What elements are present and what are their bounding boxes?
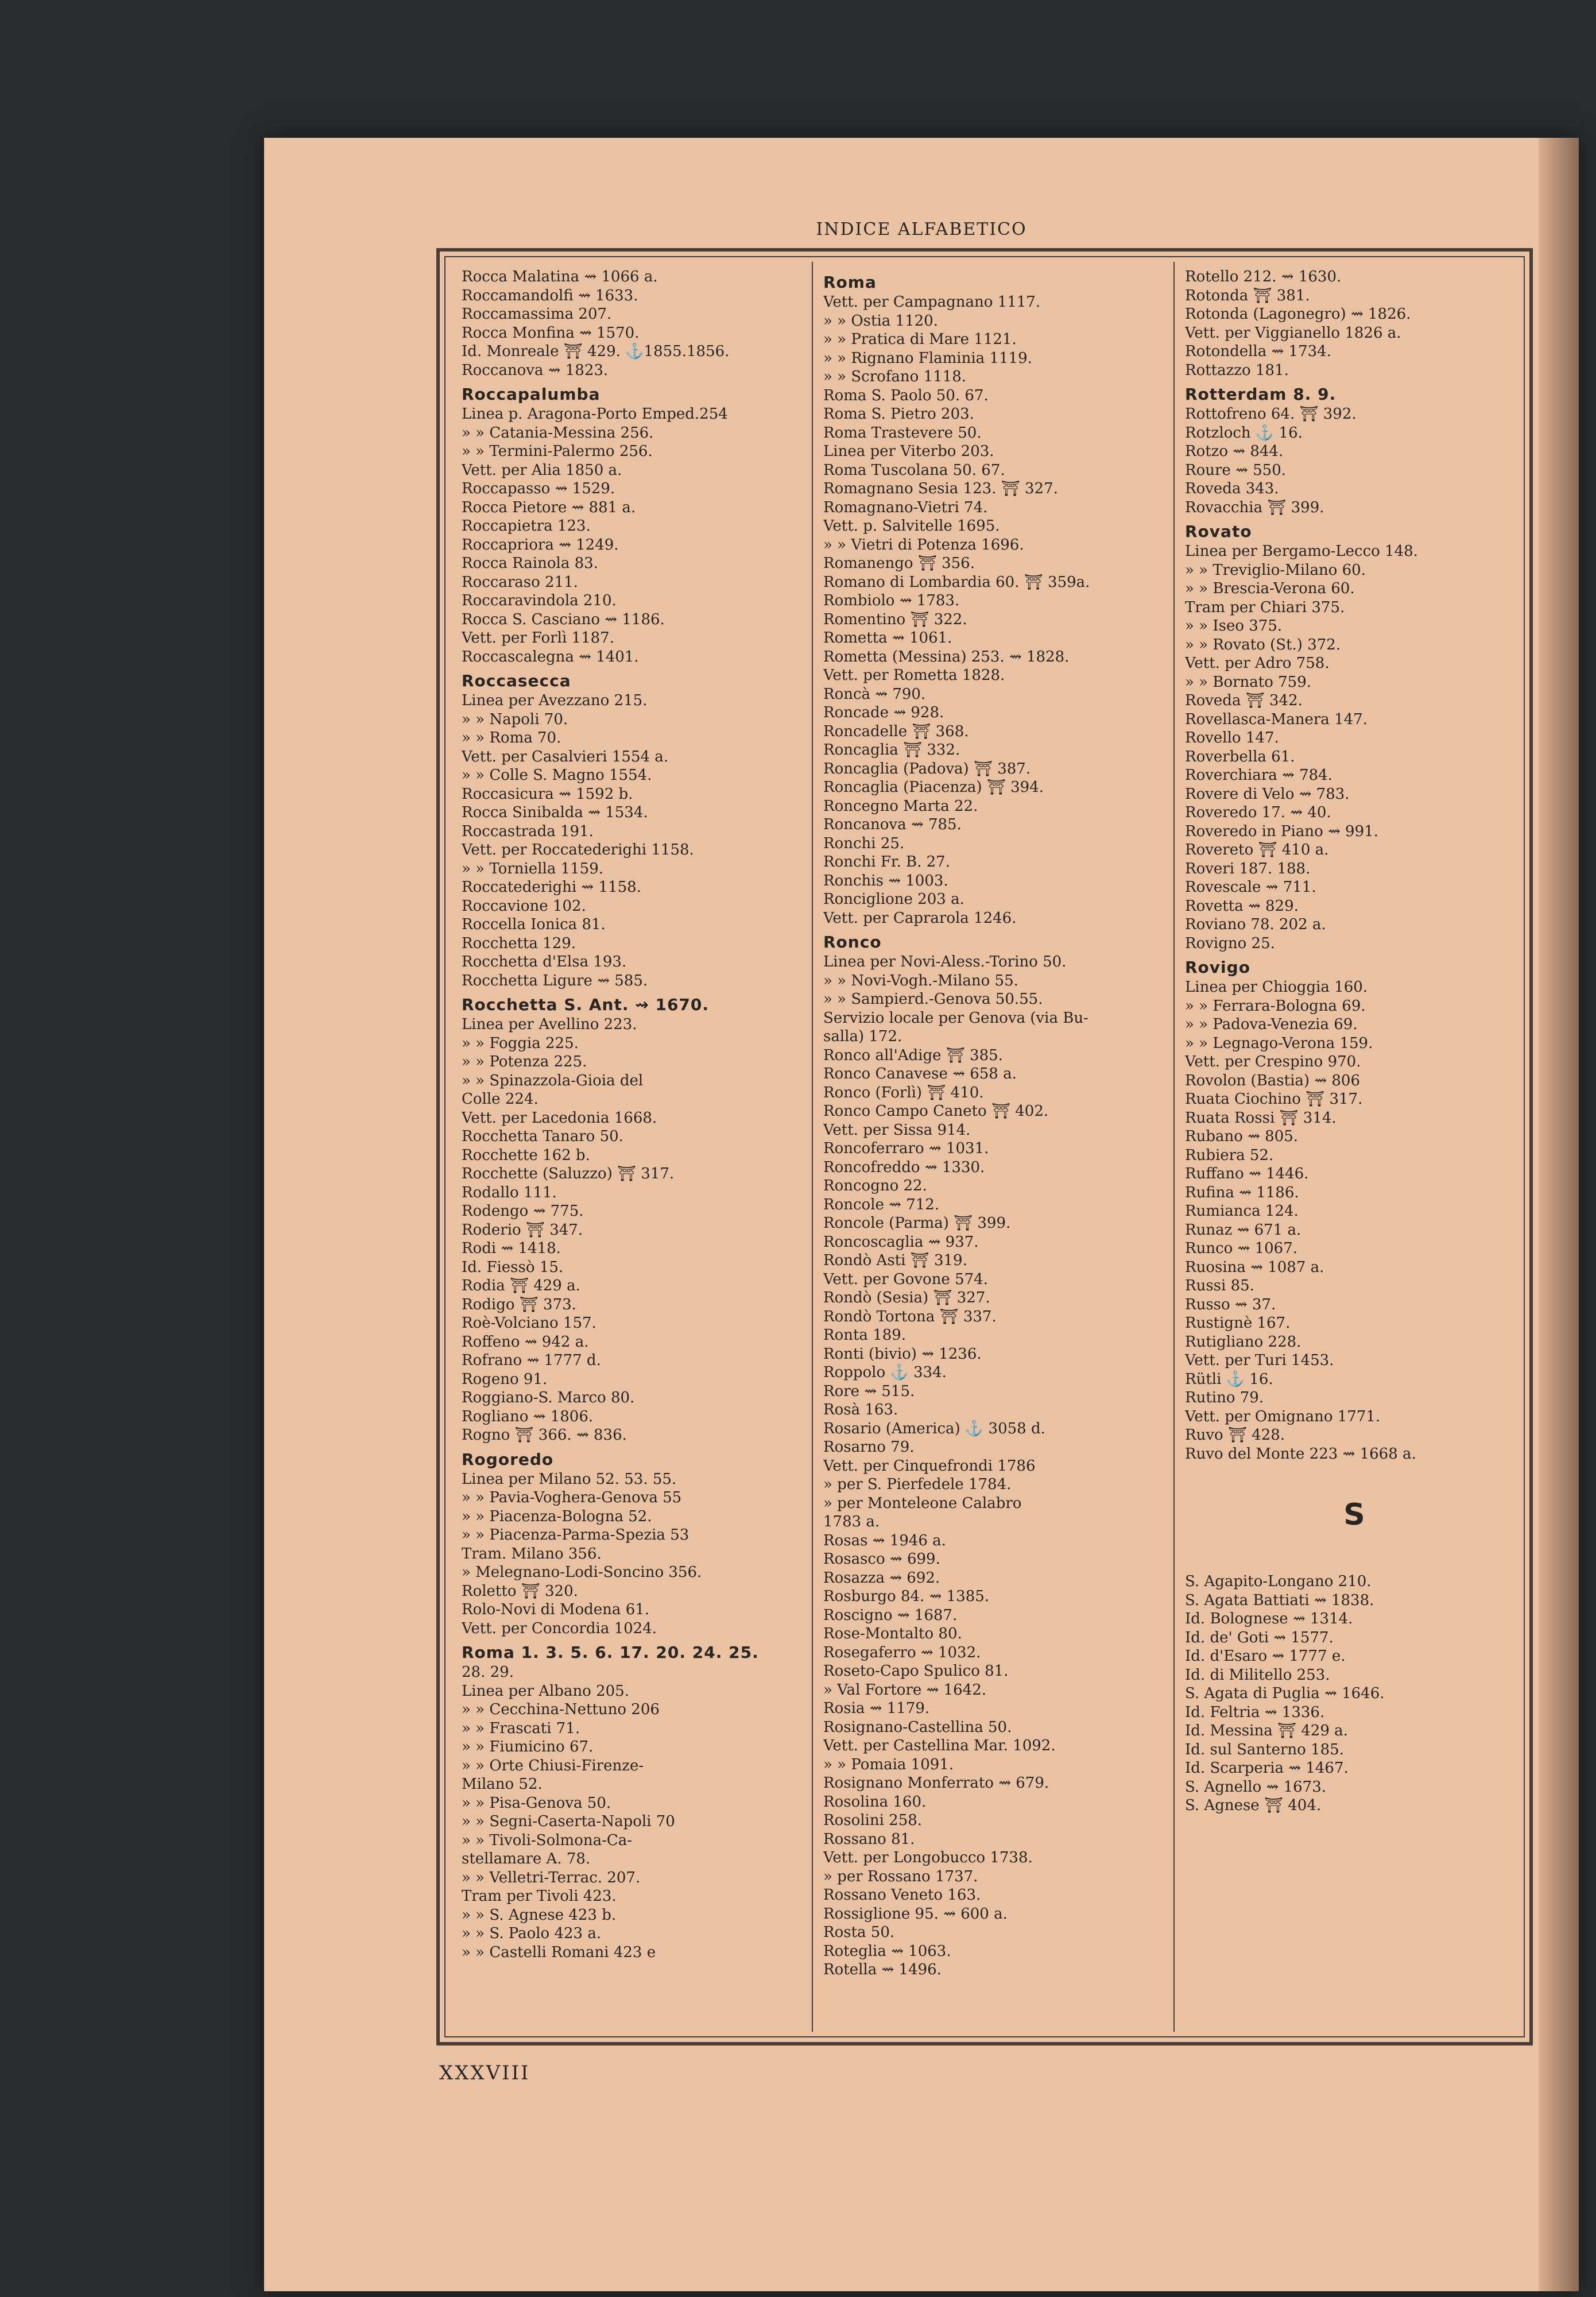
index-entry: Milano 52. xyxy=(462,1776,543,1793)
index-entry: Vett. per Roccatederighi 1158. xyxy=(462,841,694,859)
index-entry: Roncaglia (Piacenza) ⛩ 394. xyxy=(823,779,1044,796)
index-entry: Vett. per Omignano 1771. xyxy=(1185,1407,1381,1425)
index-entry: Id. Feltria ⇝ 1336. xyxy=(1185,1703,1325,1721)
index-entry: Id. Messina ⛩ 429 a. xyxy=(1185,1722,1348,1739)
index-entry: Tram. Milano 356. xyxy=(462,1545,602,1563)
index-entry: Roveda ⛩ 342. xyxy=(1185,692,1303,709)
index-entry: Rolo-Novi di Modena 61. xyxy=(462,1601,650,1618)
index-entry: Ronchi Fr. B. 27. xyxy=(823,853,950,871)
index-entry: Rosolina 160. xyxy=(823,1793,927,1811)
index-entry: Linea per Chioggia 160. xyxy=(1185,979,1368,996)
index-entry: Vett. per Govone 574. xyxy=(823,1270,988,1288)
index-entry: Servizio locale per Genova (via Bu- xyxy=(823,1009,1088,1027)
index-entry: Roseto-Capo Spulico 81. xyxy=(823,1662,1009,1680)
index-entry: Ruvo ⛩ 428. xyxy=(1185,1426,1285,1444)
index-entry: Rosazza ⇝ 692. xyxy=(823,1569,940,1587)
index-entry: Rosta 50. xyxy=(823,1924,895,1941)
index-entry: » » Padova-Venezia 69. xyxy=(1185,1016,1358,1033)
index-entry: Rotzo ⇝ 844. xyxy=(1185,443,1284,460)
index-entry: Rodigo ⛩ 373. xyxy=(462,1296,576,1313)
index-entry: Rodia ⛩ 429 a. xyxy=(462,1277,580,1294)
index-entry: S. Agnello ⇝ 1673. xyxy=(1185,1778,1326,1796)
index-entry: Linea p. Aragona-Porto Emped.254 xyxy=(462,405,728,423)
index-entry: » » Novi-Vogh.-Milano 55. xyxy=(823,972,1018,989)
index-entry: Roletto ⛩ 320. xyxy=(462,1582,578,1600)
index-entry: Vett. per Longobucco 1738. xyxy=(823,1849,1033,1866)
index-entry: Ronco all'Adige ⛩ 385. xyxy=(823,1046,1003,1064)
index-entry: Roccapriora ⇝ 1249. xyxy=(462,536,619,554)
index-entry: Russo ⇝ 37. xyxy=(1185,1296,1276,1313)
index-entry: Rocca Pietore ⇝ 881 a. xyxy=(462,498,636,516)
index-entry: » » S. Agnese 423 b. xyxy=(462,1906,617,1924)
index-entry: Rose-Montalto 80. xyxy=(823,1625,962,1642)
index-entry: Roncoferraro ⇝ 1031. xyxy=(823,1140,989,1157)
index-entry: Rubano ⇝ 805. xyxy=(1185,1128,1299,1145)
index-entry: Romanengo ⛩ 356. xyxy=(823,555,975,572)
index-heading: Roma 1. 3. 5. 6. 17. 20. 24. 25. xyxy=(462,1643,759,1662)
index-entry: Tram per Tivoli 423. xyxy=(462,1888,617,1905)
index-entry: Rogliano ⇝ 1806. xyxy=(462,1407,594,1425)
index-entry: stellamare A. 78. xyxy=(462,1850,591,1867)
index-entry: Rovellasca-Manera 147. xyxy=(1185,710,1368,728)
index-heading: Roccasecca xyxy=(462,671,571,690)
index-entry: Rottofreno 64. ⛩ 392. xyxy=(1185,405,1357,423)
index-entry: Ronchi 25. xyxy=(823,834,905,852)
index-entry: Rosia ⇝ 1179. xyxy=(823,1700,930,1717)
index-entry: Roteglia ⇝ 1063. xyxy=(823,1942,951,1960)
index-entry: Roscigno ⇝ 1687. xyxy=(823,1606,958,1624)
index-entry: Vett. per Lacedonia 1668. xyxy=(462,1109,657,1127)
index-entry: Rocchetta 129. xyxy=(462,934,576,952)
index-frame-inner xyxy=(444,256,1525,2037)
index-entry: Vett. per Cinquefrondi 1786 xyxy=(823,1457,1036,1475)
page-header: INDICE ALFABETICO xyxy=(816,219,1027,239)
index-entry: Linea per Milano 52. 53. 55. xyxy=(462,1470,677,1488)
index-entry: Ronti (bivio) ⇝ 1236. xyxy=(823,1345,982,1363)
index-entry: Roncegno Marta 22. xyxy=(823,797,978,815)
index-entry: Roveda 343. xyxy=(1185,480,1279,497)
index-entry: S. Agapito-Longano 210. xyxy=(1185,1573,1372,1590)
index-entry: Rosignano Monferrato ⇝ 679. xyxy=(823,1774,1049,1792)
index-entry: Roccamassima 207. xyxy=(462,306,612,323)
index-entry: Rocchette 162 b. xyxy=(462,1146,590,1164)
index-entry: Runaz ⇝ 671 a. xyxy=(1185,1221,1301,1239)
index-entry: Rubiera 52. xyxy=(1185,1146,1274,1164)
index-entry: » » Pratica di Mare 1121. xyxy=(823,331,1017,348)
index-entry: Id. d'Esaro ⇝ 1777 e. xyxy=(1185,1648,1346,1665)
index-entry: Rossano 81. xyxy=(823,1830,915,1848)
index-entry: Ronco (Forlì) ⛩ 410. xyxy=(823,1084,984,1101)
index-entry: Vett. p. Salvitelle 1695. xyxy=(823,517,1000,535)
index-entry: Roma S. Paolo 50. 67. xyxy=(823,386,989,404)
index-entry: » » Brescia-Verona 60. xyxy=(1185,580,1355,597)
index-entry: Rovereto ⛩ 410 a. xyxy=(1185,841,1329,859)
index-entry: Vett. per Concordia 1024. xyxy=(462,1619,657,1637)
index-entry: Rocchette (Saluzzo) ⛩ 317. xyxy=(462,1165,675,1182)
index-entry: Ronchis ⇝ 1003. xyxy=(823,872,948,890)
index-entry: Ruosina ⇝ 1087 a. xyxy=(1185,1258,1324,1276)
index-entry: » » Pomaia 1091. xyxy=(823,1755,954,1773)
index-entry: » Val Fortore ⇝ 1642. xyxy=(823,1681,987,1699)
index-entry: Roccaraso 211. xyxy=(462,573,578,591)
index-entry: Linea per Avellino 223. xyxy=(462,1016,637,1033)
index-entry: Rossano Veneto 163. xyxy=(823,1886,981,1904)
column-divider xyxy=(1173,262,1175,2032)
index-column-3 xyxy=(1185,268,1524,2029)
index-entry: Roncaglia (Padova) ⛩ 387. xyxy=(823,760,1031,778)
index-entry: » » Frascati 71. xyxy=(462,1719,580,1737)
index-entry: Linea per Novi-Aless.-Torino 50. xyxy=(823,953,1067,970)
index-column-2 xyxy=(823,268,1168,2029)
index-entry: » » Catania-Messina 256. xyxy=(462,424,654,442)
index-entry: Vett. per Casalvieri 1554 a. xyxy=(462,748,669,765)
index-entry: » » Castelli Romani 423 e xyxy=(462,1943,656,1961)
index-heading: Rotterdam 8. 9. xyxy=(1185,385,1337,404)
index-entry: Vett. per Alia 1850 a. xyxy=(462,461,622,479)
index-entry: Vett. per Caprarola 1246. xyxy=(823,909,1017,927)
index-entry: » » Tivoli-Solmona-Ca- xyxy=(462,1831,633,1849)
index-entry: Rumianca 124. xyxy=(1185,1202,1299,1220)
index-entry: Rore ⇝ 515. xyxy=(823,1382,915,1400)
index-entry: Vett. per Rometta 1828. xyxy=(823,667,1005,684)
index-entry: Vett. per Campagnano 1117. xyxy=(823,293,1041,311)
index-entry: Rosario (America) ⚓ 3058 d. xyxy=(823,1420,1045,1437)
index-entry: » » Segni-Caserta-Napoli 70 xyxy=(462,1813,675,1830)
index-entry: Id. sul Santerno 185. xyxy=(1185,1741,1344,1758)
index-entry: 28. 29. xyxy=(462,1664,514,1681)
index-entry: Rovere di Velo ⇝ 783. xyxy=(1185,785,1350,803)
index-entry: Rombiolo ⇝ 1783. xyxy=(823,592,960,609)
index-entry: Romagnano Sesia 123. ⛩ 327. xyxy=(823,480,1058,497)
index-entry: Roncanova ⇝ 785. xyxy=(823,816,962,833)
index-entry: Rocca Sinibalda ⇝ 1534. xyxy=(462,804,648,821)
index-entry: S. Agata Battiati ⇝ 1838. xyxy=(1185,1591,1374,1609)
index-entry: Rotonda (Lagonegro) ⇝ 1826. xyxy=(1185,306,1411,323)
index-entry: Rossiglione 95. ⇝ 600 a. xyxy=(823,1905,1008,1923)
index-entry: » per Rossano 1737. xyxy=(823,1867,978,1885)
index-entry: Rutino 79. xyxy=(1185,1389,1264,1406)
index-entry: Rocchetta d'Elsa 193. xyxy=(462,953,627,970)
page-number: XXXVIII xyxy=(439,2062,530,2085)
index-entry: Roccaravindola 210. xyxy=(462,592,617,609)
index-entry: Rocchetta Ligure ⇝ 585. xyxy=(462,972,648,989)
index-entry: Rosà 163. xyxy=(823,1401,898,1418)
index-entry: Romentino ⛩ 322. xyxy=(823,610,967,628)
index-entry: » » Rignano Flaminia 1119. xyxy=(823,349,1032,367)
index-entry: Rotello 212. ⇝ 1630. xyxy=(1185,268,1342,285)
index-entry: Rosolini 258. xyxy=(823,1812,923,1829)
index-entry: » » Potenza 225. xyxy=(462,1053,587,1070)
index-heading: Roccapalumba xyxy=(462,385,601,404)
index-entry: » » Ferrara-Bologna 69. xyxy=(1185,997,1366,1015)
index-entry: Roncofreddo ⇝ 1330. xyxy=(823,1158,985,1176)
index-entry: » » Piacenza-Parma-Spezia 53 xyxy=(462,1526,689,1544)
index-entry: Vett. per Adro 758. xyxy=(1185,655,1330,672)
index-entry: » » Bornato 759. xyxy=(1185,673,1312,691)
index-entry: Rocca Rainola 83. xyxy=(462,555,598,572)
index-entry: Vett. per Turi 1453. xyxy=(1185,1352,1334,1369)
index-entry: S. Agnese ⛩ 404. xyxy=(1185,1797,1322,1814)
index-entry: Rovigno 25. xyxy=(1185,934,1275,952)
index-entry: Roccatederighi ⇝ 1158. xyxy=(462,879,641,896)
index-entry: Russi 85. xyxy=(1185,1277,1254,1294)
index-entry: Rottazzo 181. xyxy=(1185,361,1289,379)
index-entry: Roveredo 17. ⇝ 40. xyxy=(1185,804,1331,821)
index-entry: » » Vietri di Potenza 1696. xyxy=(823,536,1024,554)
index-entry: Roccasicura ⇝ 1592 b. xyxy=(462,785,633,803)
index-entry: Roverbella 61. xyxy=(1185,748,1295,765)
index-entry: Roverchiara ⇝ 784. xyxy=(1185,767,1332,784)
index-entry: Rocca Malatina ⇝ 1066 a. xyxy=(462,268,658,285)
index-entry: Rovello 147. xyxy=(1185,729,1279,747)
index-entry: Rometta (Messina) 253. ⇝ 1828. xyxy=(823,648,1070,666)
index-entry: Vett. per Castellina Mar. 1092. xyxy=(823,1737,1056,1754)
index-entry: Romagnano-Vietri 74. xyxy=(823,498,988,516)
index-heading: Ronco xyxy=(823,933,882,952)
index-entry: Vett. per Viggianello 1826 a. xyxy=(1185,324,1401,342)
index-entry: Rocchetta Tanaro 50. xyxy=(462,1128,623,1145)
index-entry: Roncole ⇝ 712. xyxy=(823,1196,940,1213)
index-entry: Rondò Tortona ⛩ 337. xyxy=(823,1308,997,1325)
index-entry: Rondò (Sesia) ⛩ 327. xyxy=(823,1289,990,1306)
index-entry: » » Velletri-Terrac. 207. xyxy=(462,1869,641,1886)
index-entry: Rocca Monfina ⇝ 1570. xyxy=(462,324,640,342)
index-entry: Rosburgo 84. ⇝ 1385. xyxy=(823,1588,990,1605)
index-entry: Vett. per Forlì 1187. xyxy=(462,629,614,647)
index-entry: Rodengo ⇝ 775. xyxy=(462,1202,584,1220)
index-entry: Rocca S. Casciano ⇝ 1186. xyxy=(462,610,665,628)
index-entry: Roccastrada 191. xyxy=(462,822,594,840)
index-heading: Rogoredo xyxy=(462,1449,554,1469)
index-entry: » » Roma 70. xyxy=(462,729,561,747)
index-entry: Rogno ⛩ 366. ⇝ 836. xyxy=(462,1426,627,1444)
index-entry: Ronta 189. xyxy=(823,1327,907,1344)
index-entry: Roncole (Parma) ⛩ 399. xyxy=(823,1215,1011,1232)
index-entry: Roccella Ionica 81. xyxy=(462,916,606,933)
index-entry: Roccapasso ⇝ 1529. xyxy=(462,480,615,497)
index-entry: Ronciglione 203 a. xyxy=(823,891,964,908)
index-entry: Roveri 187. 188. xyxy=(1185,860,1311,877)
index-entry: Rofrano ⇝ 1777 d. xyxy=(462,1352,601,1369)
index-heading: Rovato xyxy=(1185,522,1252,541)
index-heading: Rocchetta S. Ant. ⇝ 1670. xyxy=(462,995,710,1014)
index-entry: Runco ⇝ 1067. xyxy=(1185,1240,1298,1257)
index-entry: Roviano 78. 202 a. xyxy=(1185,916,1326,933)
index-entry: Roggiano-S. Marco 80. xyxy=(462,1389,635,1406)
index-entry: Rometta ⇝ 1061. xyxy=(823,629,952,647)
index-entry: Id. Monreale ⛩ 429. ⚓1855.1856. xyxy=(462,343,730,360)
index-entry: Roveredo in Piano ⇝ 991. xyxy=(1185,822,1378,840)
column-divider xyxy=(812,262,813,2032)
index-entry: » » Napoli 70. xyxy=(462,710,568,728)
index-entry: Rondò Asti ⛩ 319. xyxy=(823,1252,967,1269)
index-entry: Roffeno ⇝ 942 a. xyxy=(462,1333,589,1351)
index-entry: Rogeno 91. xyxy=(462,1370,548,1388)
index-entry: Roncaglia ⛩ 332. xyxy=(823,741,960,759)
index-entry: Rotonda ⛩ 381. xyxy=(1185,287,1310,304)
index-entry: salla) 172. xyxy=(823,1028,902,1045)
index-entry: Roncade ⇝ 928. xyxy=(823,704,944,721)
index-entry: » » Treviglio-Milano 60. xyxy=(1185,561,1366,579)
index-entry: Id. Scarperia ⇝ 1467. xyxy=(1185,1760,1349,1777)
index-entry: » » S. Paolo 423 a. xyxy=(462,1925,602,1942)
index-entry: Roppolo ⚓ 334. xyxy=(823,1364,947,1381)
index-heading: Rovigo xyxy=(1185,958,1250,977)
index-entry: » Melegnano-Lodi-Soncino 356. xyxy=(462,1564,702,1581)
index-entry: Rustignè 167. xyxy=(1185,1314,1291,1332)
index-entry: » » Pisa-Genova 50. xyxy=(462,1794,611,1812)
index-entry: Id. Bolognese ⇝ 1314. xyxy=(1185,1610,1353,1627)
index-entry: Roncoscaglia ⇝ 937. xyxy=(823,1233,979,1251)
index-entry: Roderio ⛩ 347. xyxy=(462,1221,583,1239)
index-entry: Roure ⇝ 550. xyxy=(1185,461,1286,479)
index-entry: » per S. Pierfedele 1784. xyxy=(823,1476,1012,1493)
index-entry: Ruvo del Monte 223 ⇝ 1668 a. xyxy=(1185,1445,1416,1463)
index-entry: Roma Trastevere 50. xyxy=(823,424,982,442)
index-frame xyxy=(436,248,1533,2045)
index-entry: Ronco Canavese ⇝ 658 a. xyxy=(823,1065,1017,1082)
index-entry: Ruata Ciochino ⛩ 317. xyxy=(1185,1091,1363,1108)
index-entry: » » Pavia-Voghera-Genova 55 xyxy=(462,1489,682,1506)
index-entry: Rotzloch ⚓ 16. xyxy=(1185,424,1303,442)
index-entry: Rosas ⇝ 1946 a. xyxy=(823,1532,946,1549)
index-entry: Roma Tuscolana 50. 67. xyxy=(823,461,1005,479)
index-entry: Id. di Militello 253. xyxy=(1185,1666,1330,1684)
index-entry: 1783 a. xyxy=(823,1513,880,1530)
index-entry: » » Fiumicino 67. xyxy=(462,1738,594,1755)
index-entry: Colle 224. xyxy=(462,1091,539,1108)
index-entry: » » Torniella 1159. xyxy=(462,860,604,877)
index-entry: Rovescale ⇝ 711. xyxy=(1185,879,1316,896)
index-entry: Roncà ⇝ 790. xyxy=(823,685,926,703)
index-entry: Ruata Rossi ⛩ 314. xyxy=(1185,1109,1337,1127)
index-entry: Roccavione 102. xyxy=(462,897,586,915)
index-entry: Roè-Volciano 157. xyxy=(462,1314,596,1332)
index-entry: Rovolon (Bastia) ⇝ 806 xyxy=(1185,1072,1360,1089)
index-entry: Linea per Bergamo-Lecco 148. xyxy=(1185,543,1418,560)
index-entry: Rovetta ⇝ 829. xyxy=(1185,897,1299,915)
index-entry: Roncadelle ⛩ 368. xyxy=(823,722,969,740)
index-entry: » » Colle S. Magno 1554. xyxy=(462,767,652,784)
index-heading: Roma xyxy=(823,273,877,292)
index-entry: Roncogno 22. xyxy=(823,1177,927,1194)
index-entry: S. Agata di Puglia ⇝ 1646. xyxy=(1185,1685,1385,1702)
index-entry: Id. Fiessò 15. xyxy=(462,1258,564,1276)
index-entry: Rosegaferro ⇝ 1032. xyxy=(823,1644,981,1661)
index-entry: Rotondella ⇝ 1734. xyxy=(1185,343,1331,360)
index-entry: » » Cecchina-Nettuno 206 xyxy=(462,1701,660,1718)
index-entry: Rodi ⇝ 1418. xyxy=(462,1240,561,1257)
book-page xyxy=(264,138,1579,2291)
index-column-1 xyxy=(462,268,800,2029)
index-entry: Rosarno 79. xyxy=(823,1438,915,1456)
index-entry: » » Sampierd.-Genova 50.55. xyxy=(823,991,1043,1008)
index-entry: Rotella ⇝ 1496. xyxy=(823,1961,942,1978)
index-entry: Romano di Lombardia 60. ⛩ 359a. xyxy=(823,573,1090,591)
index-entry: » » Foggia 225. xyxy=(462,1034,579,1052)
index-entry: Ruffano ⇝ 1446. xyxy=(1185,1165,1309,1182)
index-entry: Rütli ⚓ 16. xyxy=(1185,1370,1273,1388)
index-entry: Roccanova ⇝ 1823. xyxy=(462,361,609,379)
index-entry: » » Ostia 1120. xyxy=(823,312,938,330)
index-entry: » » Termini-Palermo 256. xyxy=(462,443,653,460)
index-entry: » » Iseo 375. xyxy=(1185,617,1283,635)
index-entry: Rovacchia ⛩ 399. xyxy=(1185,498,1324,516)
index-entry: » per Monteleone Calabro xyxy=(823,1494,1022,1512)
index-entry: » » Orte Chiusi-Firenze- xyxy=(462,1757,644,1774)
index-entry: Ronco Campo Caneto ⛩ 402. xyxy=(823,1103,1049,1120)
index-entry: Linea per Avezzano 215. xyxy=(462,692,648,709)
index-entry: Rutigliano 228. xyxy=(1185,1333,1301,1351)
index-entry: Tram per Chiari 375. xyxy=(1185,598,1345,616)
index-entry: » » Scrofano 1118. xyxy=(823,368,967,385)
index-entry: » » Rovato (St.) 372. xyxy=(1185,636,1341,653)
index-entry: Vett. per Sissa 914. xyxy=(823,1121,971,1139)
section-letter: S xyxy=(1343,1498,1365,1532)
index-entry: Roccamandolfi ⇝ 1633. xyxy=(462,287,638,304)
index-entry: Vett. per Crespino 970. xyxy=(1185,1053,1361,1070)
index-entry: Rodallo 111. xyxy=(462,1184,557,1201)
index-entry: Linea per Albano 205. xyxy=(462,1682,629,1700)
page-spine xyxy=(1539,138,1579,2291)
index-entry: Rosasco ⇝ 699. xyxy=(823,1550,940,1568)
index-entry: Rosignano-Castellina 50. xyxy=(823,1718,1012,1736)
index-entry: Id. de' Goti ⇝ 1577. xyxy=(1185,1629,1334,1646)
index-entry: » » Piacenza-Bologna 52. xyxy=(462,1507,652,1525)
index-entry: » » Spinazzola-Gioia del xyxy=(462,1072,644,1089)
index-entry: » » Legnago-Verona 159. xyxy=(1185,1034,1373,1052)
index-entry: Roccascalegna ⇝ 1401. xyxy=(462,648,639,666)
index-entry: Roccapietra 123. xyxy=(462,517,591,535)
index-entry: Linea per Viterbo 203. xyxy=(823,443,994,460)
index-entry: Roma S. Pietro 203. xyxy=(823,405,974,423)
index-entry: Rufina ⇝ 1186. xyxy=(1185,1184,1299,1201)
